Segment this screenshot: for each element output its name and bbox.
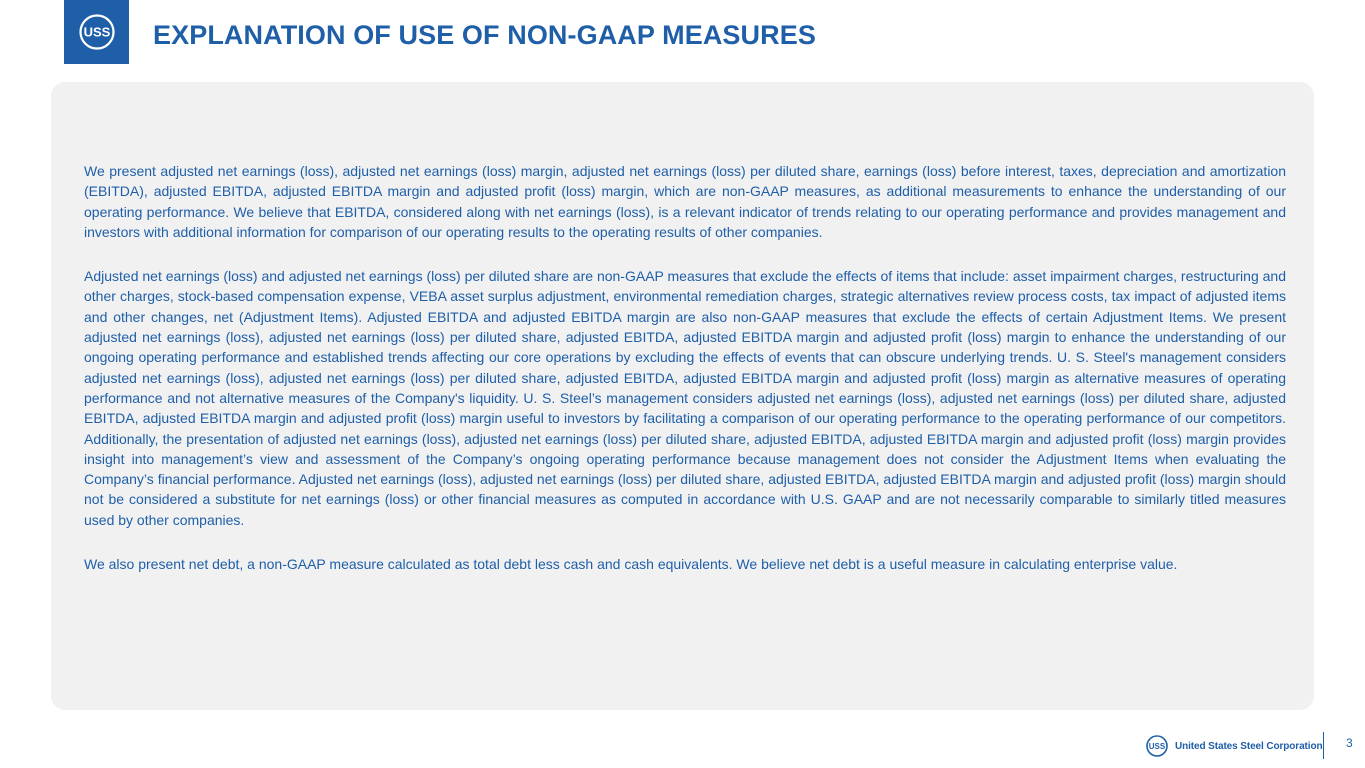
body-text — [84, 161, 1286, 574]
logo-lettering: USS — [1148, 742, 1166, 751]
logo-lettering: USS — [83, 24, 110, 40]
paragraph-net-debt: We also present net debt, a non-GAAP measure calculated as total debt less cash and cash equivalents. We believe net debt is a useful measure in calculating enterprise value. — [84, 556, 1178, 573]
uss-logo-icon — [79, 14, 115, 50]
page-title: EXPLANATION OF USE OF NON-GAAP MEASURES — [153, 20, 816, 50]
footer-brand — [1146, 734, 1322, 758]
paragraph-adjusted-measures: Adjusted net earnings (loss) and adjusted net earnings (loss) per diluted share are non-GAAP measures that exclude the effects of items that include: asset impairment charges, restructuring and other charges, stock-based compensation expense, VEBA asset surplus adjustment, environmental remediation charges, strategic alternatives review process costs, tax impact of adjusted items and other changes, net (Adjustment Items). Adjusted EBITDA and adjusted EBITDA margin are also non-GAAP measures that exclude the effects of certain Adjustment Items. We present adjusted net earnings (loss), adjusted net earnings (loss) per diluted share, adjusted EBITDA, adjusted EBITDA margin and adjusted profit (loss) margin to enhance the understanding of our ongoing operating performance and established trends affecting our core operations by excluding the effects of events that can obscure underlying trends. U. S. Steel's management considers adjusted net earnings (loss), adjusted net earnings (loss) per diluted share, adjusted EBITDA, adjusted EBITDA margin and adjusted profit (loss) margin as alternative measures of operating performance and not alternative measures of the Company's liquidity. U. S. Steel’s management considers adjusted net earnings (loss), adjusted net earnings (loss) per diluted share, adjusted EBITDA, adjusted EBITDA margin and adjusted profit (loss) margin useful to investors by facilitating a comparison of our operating performance to the operating performance of our competitors. Additionally, the presentation of adjusted net earnings (loss), adjusted net earnings (loss) per diluted share, adjusted EBITDA, adjusted EBITDA margin and adjusted profit (loss) margin provides insight into management’s view and assessment of the Company’s ongoing operating performance because management does not consider the Adjustment Items when evaluating the Company’s financial performance. Adjusted net earnings (loss), adjusted net earnings (loss) per diluted share, adjusted EBITDA, adjusted EBITDA margin and adjusted profit (loss) margin should not be considered a substitute for net earnings (loss) or other financial measures as computed in accordance with U.S. GAAP and are not necessarily comparable to similarly titled measures used by other companies. — [84, 268, 1286, 528]
header-logo-tab — [64, 0, 129, 64]
uss-logo-icon — [1146, 735, 1168, 757]
content-panel — [51, 82, 1314, 710]
paragraph-non-gaap-intro: We present adjusted net earnings (loss), adjusted net earnings (loss) margin, adjusted net earnings (loss) per diluted share, earnings (loss) before interest, taxes, depreciation and amortization (EBITDA), adjusted EBITDA, adjusted EBITDA margin and adjusted profit (loss) margin, which are non-GAAP measures, as additional measurements to enhance the understanding of our operating performance. We believe that EBITDA, considered along with net earnings (loss), is a relevant indicator of trends relating to our operating performance and provides management and investors with additional information for comparison of our operating results to the operating results of other companies. — [84, 163, 1286, 240]
footer-divider — [1323, 732, 1324, 759]
brand-name: United States Steel Corporation — [1175, 740, 1323, 752]
page-number: 3 — [1346, 736, 1353, 750]
